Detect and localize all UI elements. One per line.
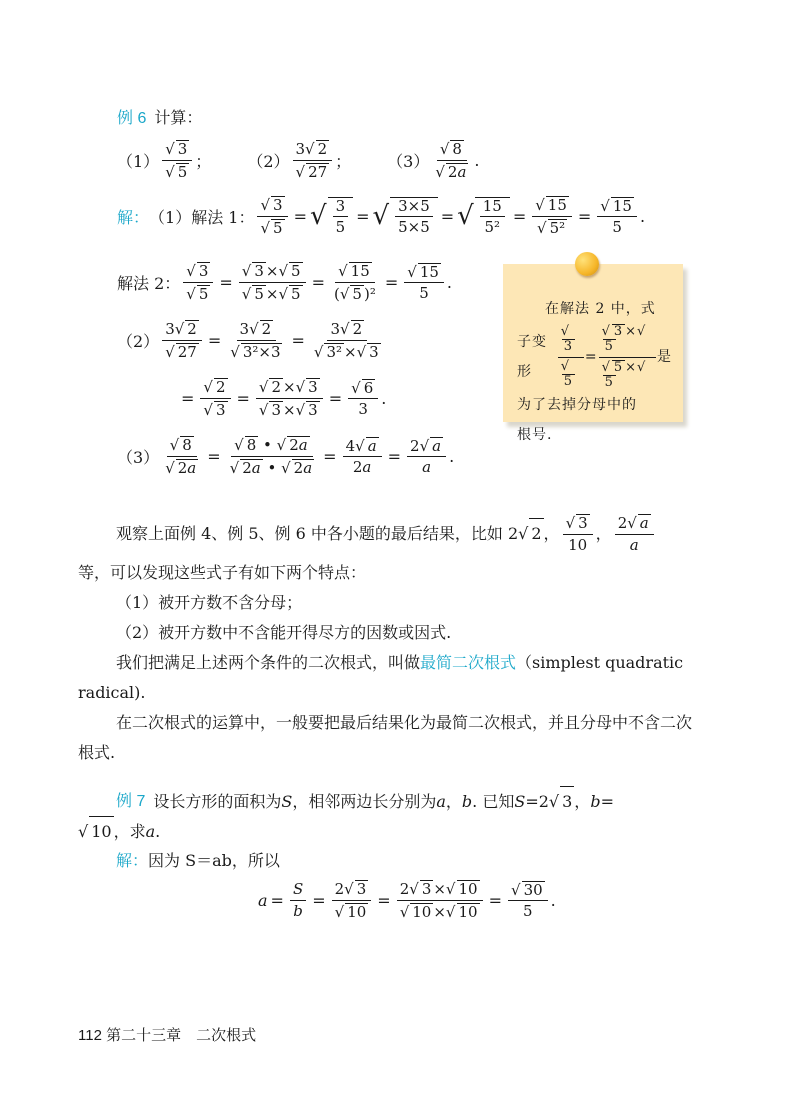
problem-2-fraction: $\frac{3√ 2}{√ 27}$ — [293, 140, 333, 180]
observation-text: 观察上面例 4、例 5、例 6 中各小题的最后结果，比如 2 — [116, 523, 519, 543]
expr: $\frac{√ 3}{√ 5}$ — [183, 262, 213, 302]
problem-2-label: （2） — [247, 151, 290, 171]
definition-english: （simplest quadratic radical). — [78, 653, 684, 702]
problem-3-label: （3） — [387, 151, 430, 171]
expr: $\frac{√ 2}{√ 3}$ — [200, 378, 230, 418]
period: . — [474, 150, 480, 170]
observation-line-2: 等，可以发现这些式子有如下两个特点： — [78, 563, 367, 582]
expr: $\frac{√ 15}{5}$ — [597, 197, 637, 236]
comma: ， — [574, 791, 591, 811]
solution-2-line-1: （2） $\frac{3√ 2}{√ 27}$ = $\frac{3√ 2}{\text{√ 3²×3}}$ = $\frac{3√ 2}{\text{√ 3² ×√ 3}}$ — [117, 320, 387, 360]
example-7-label: 例 7 — [116, 792, 146, 810]
example-7-text: ，相邻两边长分别为 — [292, 791, 437, 811]
note-line-2: 子变形 $\frac{√3}{√5}$ = $\frac{√ 3 \times√5}{√ 5 \times√5}$ 是 — [517, 324, 672, 390]
example-6-heading — [117, 105, 202, 128]
expr: √ $\frac{3}{5}$ — [310, 197, 353, 236]
note-line-1: 在解法 2 中，式 — [545, 301, 656, 317]
expr: $\frac{√ 8}{√ 2a}$ — [165, 436, 197, 477]
note-line-2-end: 是 — [657, 349, 672, 366]
comma: ， — [543, 523, 560, 543]
solution-2-label: （2） — [117, 331, 160, 351]
expr: √ $\frac{15}{\text{5²}}$ — [457, 197, 510, 236]
expr: $\frac{√ 8 • √ 2a}{√ 2a • √ 2a}$ — [229, 436, 313, 477]
example-6-problems — [117, 140, 480, 180]
expr: $\frac{√ 2 \times√ 3}{√ 3 \times√ 3}$ — [256, 378, 323, 418]
example-7-text: 设长方形的面积为 — [153, 791, 282, 811]
expr: $\frac{2√ a}{a}$ — [407, 437, 446, 476]
example-7-text: . 已知 — [472, 791, 515, 811]
example-7-text: ，求 — [113, 821, 146, 841]
expr: $\frac{3√ 2}{\text{√ 3² ×√ 3}}$ — [313, 320, 379, 361]
keyword-simplest-radical: 最简二次根式 — [420, 653, 517, 672]
example-7-line-1: 例 7 设长方形的面积为 S ，相邻两边长分别为 a ， b . 已知 S =2√ 3 ， b = — [116, 786, 706, 817]
pushpin-icon — [575, 252, 599, 276]
expr: $\frac{3√ 2}{√ 27}$ — [162, 320, 202, 360]
separator: ； — [195, 151, 212, 171]
rule-paragraph: 在二次根式的运算中，一般要把最后结果化为最简二次根式，并且分母中不含二次根式. — [78, 713, 693, 762]
solution-1-method-2: 解法 2： $\frac{√ 3}{√ 5}$ = $\frac{√ 3 \times√ 5}{√ 5 \times√ 5}$ = $\frac{√ 15}{\text{(√ 5 )²}}$ = $\frac{√ 15}{5}$ . — [117, 262, 452, 303]
solution-3-label: （3） — [117, 447, 160, 467]
expr: $\frac{√ 15}{5}$ — [404, 263, 444, 302]
method-1-label: （1）解法 1： — [149, 207, 255, 227]
expr: $\frac{4√ a}{2a}$ — [343, 437, 382, 476]
separator: ； — [335, 151, 352, 171]
page-number: 112 — [78, 1027, 102, 1044]
expr: $\frac{√ 3 \times√ 5}{√ 5 \times√ 5}$ — [239, 262, 306, 302]
note-line-3: 为了去掉分母中的 — [517, 397, 637, 414]
method-2-label: 解法 2： — [117, 273, 181, 293]
solution-3: （3） $\frac{√ 8}{√ 2a}$ = $\frac{√ 8 • √ 2a}{√ 2a • √ 2a}$ = $\frac{4√ a}{2a}$ = $\frac{2√ a}{a}$ . — [117, 436, 455, 477]
example-6-label: 例 6 — [117, 110, 147, 127]
expr: $\frac{√ 15}{\text{(√ 5 )²}}$ — [334, 262, 376, 303]
expr: $\frac{√ 15}{\text{√ 5²}}$ — [532, 196, 572, 236]
comma: ， — [445, 791, 462, 811]
expr: $\frac{3√ 2}{\text{√ 3²×3}}$ — [230, 320, 281, 361]
note-line-4: 根号. — [517, 427, 553, 444]
solution-1-method-1: 解： （1）解法 1： $\frac{√ 3}{√ 5}$ = √ $\frac{3}{5}$ = √ $\frac{3\times 5}{5\times 5}$ = √ $\frac{15}{\text{5²}}$ = $\frac{√ 15}{\text{√ 5²}}$ = $\frac{√ 15}{5}$ . — [117, 196, 646, 237]
solution-label: 解： — [117, 209, 150, 227]
example-7-line-2: √ 10 ，求 a . — [78, 816, 698, 847]
chapter-title: 第二十三章 二次根式 — [106, 1027, 257, 1044]
definition-text: 我们把满足上述两个条件的二次根式，叫做 — [116, 653, 421, 672]
problem-1-fraction: $\frac{√ 3}{√ 5}$ — [162, 140, 192, 180]
example-6-task: 计算： — [154, 108, 203, 127]
feature-2: （2）被开方数中不含能开得尽方的因数或因式. — [116, 623, 452, 642]
expr: $\frac{√ 6}{3}$ — [348, 379, 378, 418]
sticky-note — [503, 264, 683, 444]
observation-line-1: 观察上面例 4、例 5、例 6 中各小题的最后结果，比如 2 √ 2 ， $\frac{√ 3}{10}$ ， $\frac{2√ a}{a}$ — [78, 514, 716, 553]
expr: $\frac{√ 3}{√ 5}$ — [257, 196, 287, 236]
definition-paragraph — [78, 648, 698, 708]
note-text — [517, 294, 672, 450]
example-7-solution — [116, 846, 736, 876]
feature-1: （1）被开方数不含分母； — [116, 593, 303, 612]
solution-label: 解： — [116, 851, 149, 870]
problem-3-fraction: $\frac{√ 8}{√ 2a}$ — [435, 140, 467, 181]
page-footer — [78, 1024, 256, 1045]
problem-1-label: （1） — [117, 151, 160, 171]
note-line-2-start: 子变形 — [517, 334, 547, 381]
expr: √ $\frac{3\times 5}{5\times 5}$ — [373, 197, 438, 236]
example-7-equation: a = $\frac{S}{b}$ = $\frac{2√ 3}{√ 10}$ = $\frac{2√ 3 \times√ 10}{√ 10 \times√ 10}$ = $\frac{√ 30}{5}$ . — [258, 880, 556, 921]
solution-text: 因为 S＝ab，所以 — [148, 851, 280, 870]
solution-2-line-2: = $\frac{√ 2}{√ 3}$ = $\frac{√ 2 \times√ 3}{√ 3 \times√ 3}$ = $\frac{√ 6}{3}$ . — [181, 378, 387, 419]
comma: ， — [595, 523, 612, 543]
